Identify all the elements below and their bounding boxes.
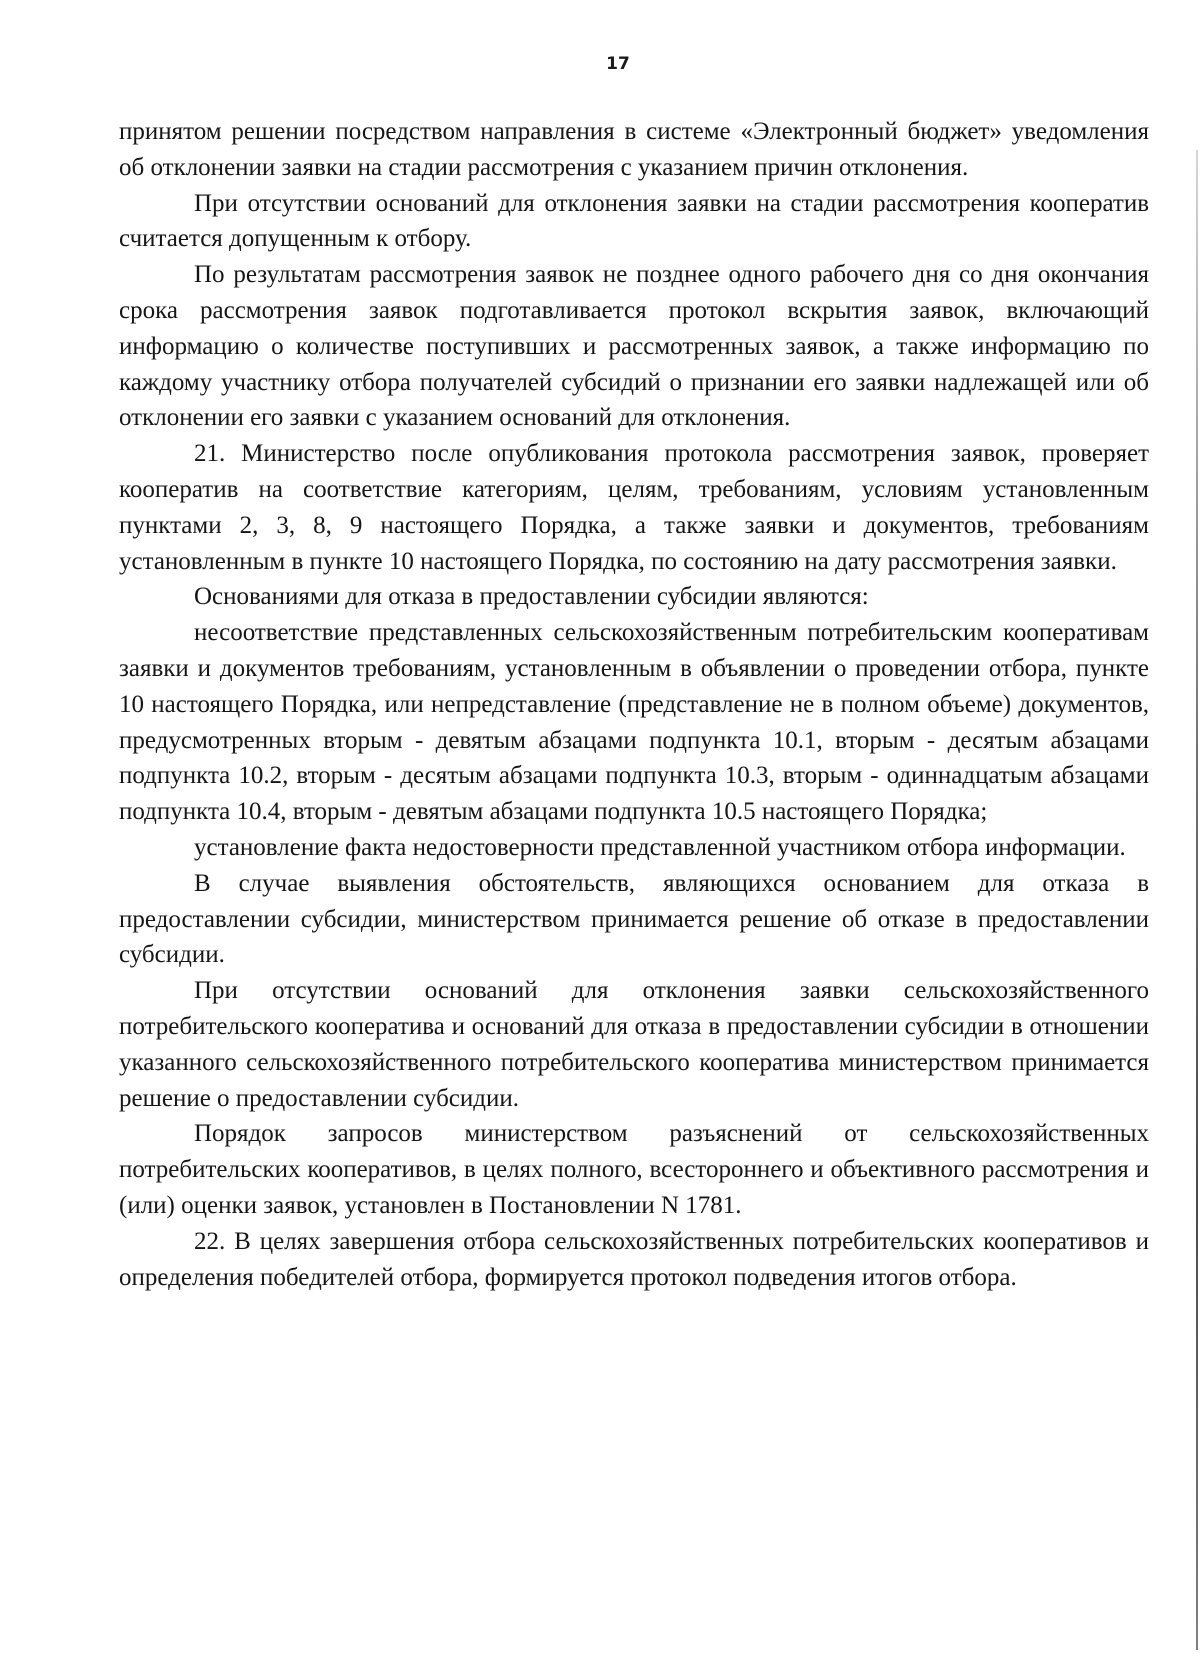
paragraph: При отсутствии оснований для отклонения заявки сельскохозяйственного потребительского кооператива и оснований для отказа в предоставлении субсидии в отношении указанного сельскохозяйственного потребительского кооператива министерством принимается решение о предоставлении субсидии. [119, 977, 1149, 1112]
paragraph: несоответствие представленных сельскохозяйственным потребительским кооперативам заявки и документов требованиям, установленным в объявлении о проведении отбора, пункте 10 настоящего Порядка, или непредставление (представление не в полном объеме) документов, предусмотренных вторым - девятым абзацами подпункта 10.1, вторым - десятым абзацами подпункта 10.2, вторым - десятым абзацами подпункта 10.3, вторым - одиннадцатым абзацами подпункта 10.4, вторым - девятым абзацами подпункта 10.5 настоящего Порядка; [119, 619, 1149, 826]
paragraph: В случае выявления обстоятельств, являющихся основанием для отказа в предоставлении субсидии, министерством принимается решение об отказе в предоставлении субсидии. [119, 869, 1149, 969]
page-number: 17 [606, 54, 630, 74]
paragraph: При отсутствии оснований для отклонения заявки на стадии рассмотрения кооператив считается допущенным к отбору. [119, 189, 1149, 253]
paragraph-continued: принятом решении посредством направления в системе «Электронный бюджет» уведомления об отклонении заявки на стадии рассмотрения с указанием причин отклонения. [119, 118, 1149, 181]
paragraph: По результатам рассмотрения заявок не позднее одного рабочего дня со дня окончания срока рассмотрения заявок подготавливается протокол вскрытия заявок, включающий информацию о количестве поступивших и рассмотренных заявок, а также информацию по каждому участнику отбора получателей субсидий о признании его заявки надлежащей или об отклонении его заявки с указанием оснований для отклонения. [119, 261, 1149, 432]
paragraph: Основаниями для отказа в предоставлении субсидии являются: [194, 583, 869, 611]
paragraph-clause-22: 22. В целях завершения отбора сельскохозяйственных потребительских кооперативов и определения победителей отбора, формируется протокол подведения итогов отбора. [119, 1227, 1149, 1291]
paragraph: Порядок запросов министерством разъяснений от сельскохозяйственных потребительских кооперативов, в целях полного, всестороннего и объективного рассмотрения и (или) оценки заявок, установлен в Постановлении N 1781. [119, 1120, 1149, 1219]
document-body [119, 114, 1149, 1295]
scan-edge-line [1196, 150, 1198, 1650]
paragraph-clause-21: 21. Министерство после опубликования протокола рассмотрения заявок, проверяет кооператив на соответствие категориям, целям, требованиям, условиям установленным пунктами 2, 3, 8, 9 настоящего Порядка, а также заявки и документов, требованиям установленным в пункте 10 настоящего Порядка, по состоянию на дату рассмотрения заявки. [119, 440, 1149, 575]
paragraph: установление факта недостоверности представленной участником отбора информации. [194, 833, 1126, 861]
